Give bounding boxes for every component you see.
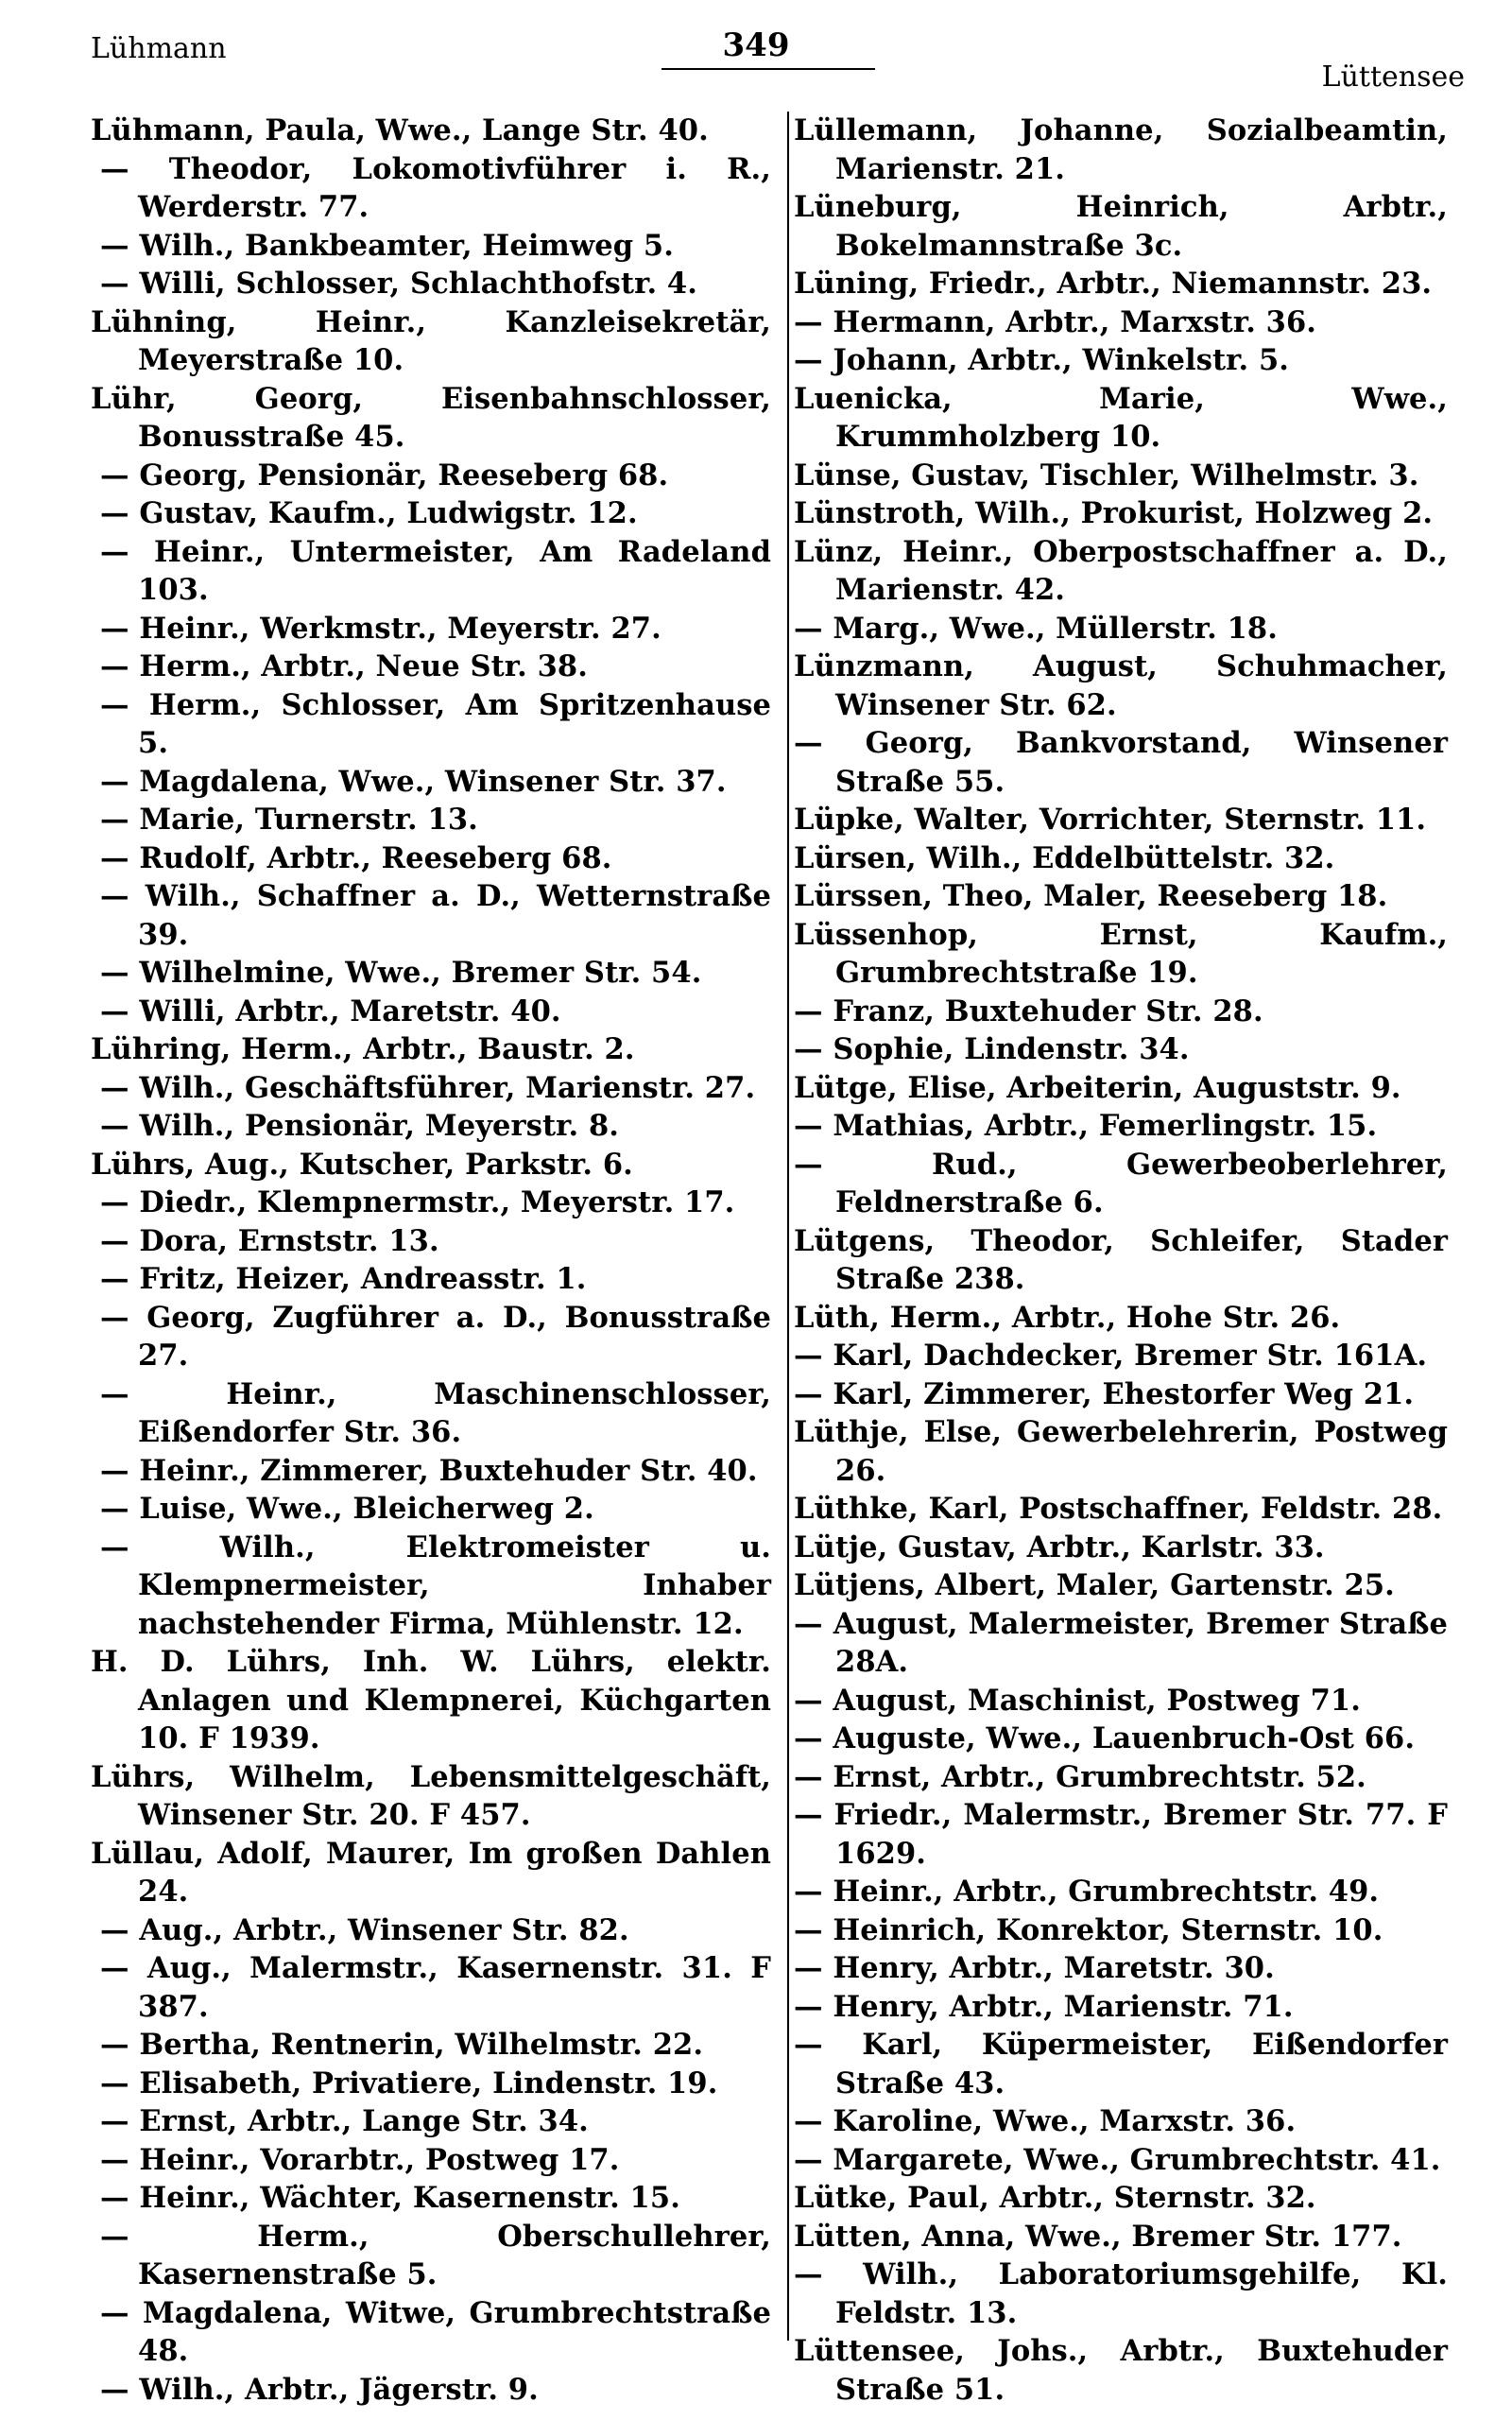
- directory-entry: — Ernst, Arbtr., Lange Str. 34.: [100, 2104, 589, 2138]
- directory-entry: Lüttensee, Johs., Arbtr., Buxtehuder Straße 51.: [794, 2334, 1448, 2407]
- directory-entry: — Bertha, Rentnerin, Wilhelmstr. 22.: [100, 2028, 704, 2062]
- directory-entry: Lünse, Gustav, Tischler, Wilhelmstr. 3.: [794, 458, 1419, 493]
- left-column: [91, 112, 771, 2409]
- directory-entry: — Herm., Arbtr., Neue Str. 38.: [100, 649, 588, 683]
- directory-entry: Lütjens, Albert, Maler, Gartenstr. 25.: [794, 1568, 1395, 1602]
- directory-entry: — Franz, Buxtehuder Str. 28.: [794, 994, 1263, 1028]
- directory-entry: — Wilh., Schaffner a. D., Wetternstraße 39.: [100, 879, 771, 952]
- directory-entry: Lühmann, Paula, Wwe., Lange Str. 40.: [91, 113, 709, 147]
- directory-entry: — Wilh., Pensionär, Meyerstr. 8.: [100, 1109, 620, 1143]
- directory-entry: — Diedr., Klempnermstr., Meyerstr. 17.: [100, 1185, 735, 1219]
- directory-entry: — Heinr., Untermeister, Am Radeland 103.: [100, 534, 771, 607]
- directory-entry: — Johann, Arbtr., Winkelstr. 5.: [794, 343, 1289, 377]
- directory-entry: — Marie, Turnerstr. 13.: [100, 803, 478, 837]
- directory-entry: H. D. Lührs, Inh. W. Lührs, elektr. Anlagen und Klempnerei, Küchgarten 10. F 1939.: [91, 1645, 771, 1755]
- directory-entry: Lühning, Heinr., Kanzleisekretär, Meyerstraße 10.: [91, 304, 771, 377]
- directory-entry: — Magdalena, Wwe., Winsener Str. 37.: [100, 764, 727, 799]
- directory-entry: — Willi, Schlosser, Schlachthofstr. 4.: [100, 267, 697, 301]
- directory-entry: — Luise, Wwe., Bleicherweg 2.: [100, 1492, 594, 1526]
- directory-entry: — Aug., Malermstr., Kasernenstr. 31. F 387.: [100, 1951, 771, 2024]
- directory-entry: Lüllau, Adolf, Maurer, Im großen Dahlen 24.: [91, 1836, 771, 1909]
- directory-entry: — August, Malermeister, Bremer Straße 28A.: [794, 1606, 1448, 1679]
- directory-entry: — Wilhelmine, Wwe., Bremer Str. 54.: [100, 956, 702, 990]
- directory-entry: — Rudolf, Arbtr., Reeseberg 68.: [100, 840, 612, 875]
- right-column: [767, 112, 1448, 2409]
- directory-entry: — Herm., Schlosser, Am Spritzenhause 5.: [100, 687, 771, 760]
- directory-entry: — Marg., Wwe., Müllerstr. 18.: [794, 611, 1278, 646]
- directory-entry: — Friedr., Malermstr., Bremer Str. 77. F 1629.: [794, 1798, 1448, 1871]
- directory-entry: Lühr, Georg, Eisenbahnschlosser, Bonusstraße 45.: [91, 381, 771, 454]
- directory-entry: — Heinr., Vorarbtr., Postweg 17.: [100, 2142, 620, 2177]
- directory-entry: — Mathias, Arbtr., Femerlingstr. 15.: [794, 1109, 1378, 1143]
- header-rule: [662, 68, 875, 70]
- directory-entry: — Dora, Ernststr. 13.: [100, 1223, 439, 1258]
- page-number: 349: [722, 26, 790, 64]
- directory-entry: Lüthje, Else, Gewerbelehrerin, Postweg 26.: [794, 1415, 1448, 1488]
- directory-entry: — Karl, Küpermeister, Eißendorfer Straße 43.: [794, 2028, 1448, 2100]
- directory-entry: Lüllemann, Johanne, Sozialbeamtin, Marienstr. 21.: [794, 113, 1448, 186]
- directory-entry: Lütge, Elise, Arbeiterin, Auguststr. 9.: [794, 1070, 1401, 1105]
- directory-entry: — Gustav, Kaufm., Ludwigstr. 12.: [100, 496, 638, 530]
- directory-entry: Lührs, Wilhelm, Lebensmittelgeschäft, Winsener Str. 20. F 457.: [91, 1759, 771, 1832]
- directory-entry: Lüneburg, Heinrich, Arbtr., Bokelmannstraße 3c.: [794, 190, 1448, 263]
- running-head-left: Lühmann: [91, 32, 227, 65]
- directory-entry: — Heinr., Werkmstr., Meyerstr. 27.: [100, 611, 662, 646]
- directory-entry: — Auguste, Wwe., Lauenbruch-Ost 66.: [794, 1721, 1416, 1755]
- directory-entry: — Georg, Bankvorstand, Winsener Straße 55.: [794, 726, 1448, 799]
- directory-entry: — Wilh., Geschäftsführer, Marienstr. 27.: [100, 1070, 756, 1105]
- directory-entry: — Henry, Arbtr., Maretstr. 30.: [794, 1951, 1275, 1985]
- directory-entry: — Karl, Zimmerer, Ehestorfer Weg 21.: [794, 1376, 1415, 1411]
- directory-entry: — Hermann, Arbtr., Marxstr. 36.: [794, 304, 1317, 339]
- directory-entry: — Rud., Gewerbeoberlehrer, Feldnerstraße 6.: [794, 1147, 1448, 1219]
- directory-entry: — Ernst, Arbtr., Grumbrechtstr. 52.: [794, 1759, 1366, 1794]
- directory-entry: Lünstroth, Wilh., Prokurist, Holzweg 2.: [794, 496, 1434, 530]
- directory-entry: Lürsen, Wilh., Eddelbüttelstr. 32.: [794, 840, 1335, 875]
- directory-entry: Lütgens, Theodor, Schleifer, Stader Straße 238.: [794, 1223, 1448, 1296]
- directory-entry: — Aug., Arbtr., Winsener Str. 82.: [100, 1912, 629, 1947]
- directory-entry: — Willi, Arbtr., Maretstr. 40.: [100, 994, 561, 1028]
- directory-entry: Lühring, Herm., Arbtr., Baustr. 2.: [91, 1032, 635, 1066]
- directory-entry: — Heinr., Zimmerer, Buxtehuder Str. 40.: [100, 1453, 758, 1488]
- directory-entry: Lütten, Anna, Wwe., Bremer Str. 177.: [794, 2219, 1402, 2254]
- directory-entry: — Wilh., Bankbeamter, Heimweg 5.: [100, 228, 674, 263]
- directory-entry: — Fritz, Heizer, Andreasstr. 1.: [100, 1262, 587, 1296]
- directory-entry: Lüthke, Karl, Postschaffner, Feldstr. 28.: [794, 1492, 1443, 1526]
- directory-entry: — Georg, Zugführer a. D., Bonusstraße 27.: [100, 1300, 771, 1373]
- running-head-right: Lüttensee: [1321, 60, 1465, 94]
- directory-entry: — Margarete, Wwe., Grumbrechtstr. 41.: [794, 2142, 1441, 2177]
- directory-entry: — Theodor, Lokomotivführer i. R., Werderstr. 77.: [100, 151, 771, 224]
- directory-entry: — Wilh., Arbtr., Jägerstr. 9.: [100, 2372, 539, 2407]
- directory-entry: — Karoline, Wwe., Marxstr. 36.: [794, 2104, 1297, 2138]
- directory-entry: Lünzmann, August, Schuhmacher, Winsener Str. 62.: [794, 649, 1448, 722]
- directory-entry: — Sophie, Lindenstr. 34.: [794, 1032, 1190, 1066]
- directory-entry: Lüth, Herm., Arbtr., Hohe Str. 26.: [794, 1300, 1341, 1335]
- directory-entry: Lütje, Gustav, Arbtr., Karlstr. 33.: [794, 1530, 1325, 1564]
- directory-entry: Lüssenhop, Ernst, Kaufm., Grumbrechtstraße 19.: [794, 917, 1448, 990]
- directory-entry: — Heinrich, Konrektor, Sternstr. 10.: [794, 1912, 1383, 1947]
- directory-entry: Lütke, Paul, Arbtr., Sternstr. 32.: [794, 2181, 1316, 2215]
- directory-entry: — Karl, Dachdecker, Bremer Str. 161A.: [794, 1339, 1428, 1373]
- directory-entry: Lüning, Friedr., Arbtr., Niemannstr. 23.: [794, 267, 1433, 301]
- directory-entry: Lünz, Heinr., Oberpostschaffner a. D., Marienstr. 42.: [794, 534, 1448, 607]
- directory-entry: — Wilh., Laboratoriumsgehilfe, Kl. Feldstr. 13.: [794, 2257, 1448, 2330]
- directory-entry: — Heinr., Wächter, Kasernenstr. 15.: [100, 2181, 680, 2215]
- directory-entry: Luenicka, Marie, Wwe., Krummholzberg 10.: [794, 381, 1448, 454]
- directory-entry: — Georg, Pensionär, Reeseberg 68.: [100, 458, 669, 493]
- directory-entry: — Wilh., Elektromeister u. Klempnermeister, Inhaber nachstehender Firma, Mühlenstr. 12.: [100, 1530, 771, 1641]
- directory-entry: — Elisabeth, Privatiere, Lindenstr. 19.: [100, 2066, 718, 2100]
- directory-entry: — Heinr., Maschinenschlosser, Eißendorfer Str. 36.: [100, 1376, 771, 1449]
- directory-entry: — August, Maschinist, Postweg 71.: [794, 1683, 1361, 1718]
- directory-entry: Lüpke, Walter, Vorrichter, Sternstr. 11.: [794, 803, 1427, 837]
- directory-entry: — Magdalena, Witwe, Grumbrechtstraße 48.: [100, 2295, 771, 2368]
- directory-entry: — Heinr., Arbtr., Grumbrechtstr. 49.: [794, 1875, 1380, 1909]
- directory-entry: Lührs, Aug., Kutscher, Parkstr. 6.: [91, 1147, 633, 1182]
- directory-entry: Lürssen, Theo, Maler, Reeseberg 18.: [794, 879, 1388, 913]
- directory-entry: — Herm., Oberschullehrer, Kasernenstraße 5.: [100, 2219, 771, 2291]
- directory-entry: — Henry, Arbtr., Marienstr. 71.: [794, 1989, 1294, 2024]
